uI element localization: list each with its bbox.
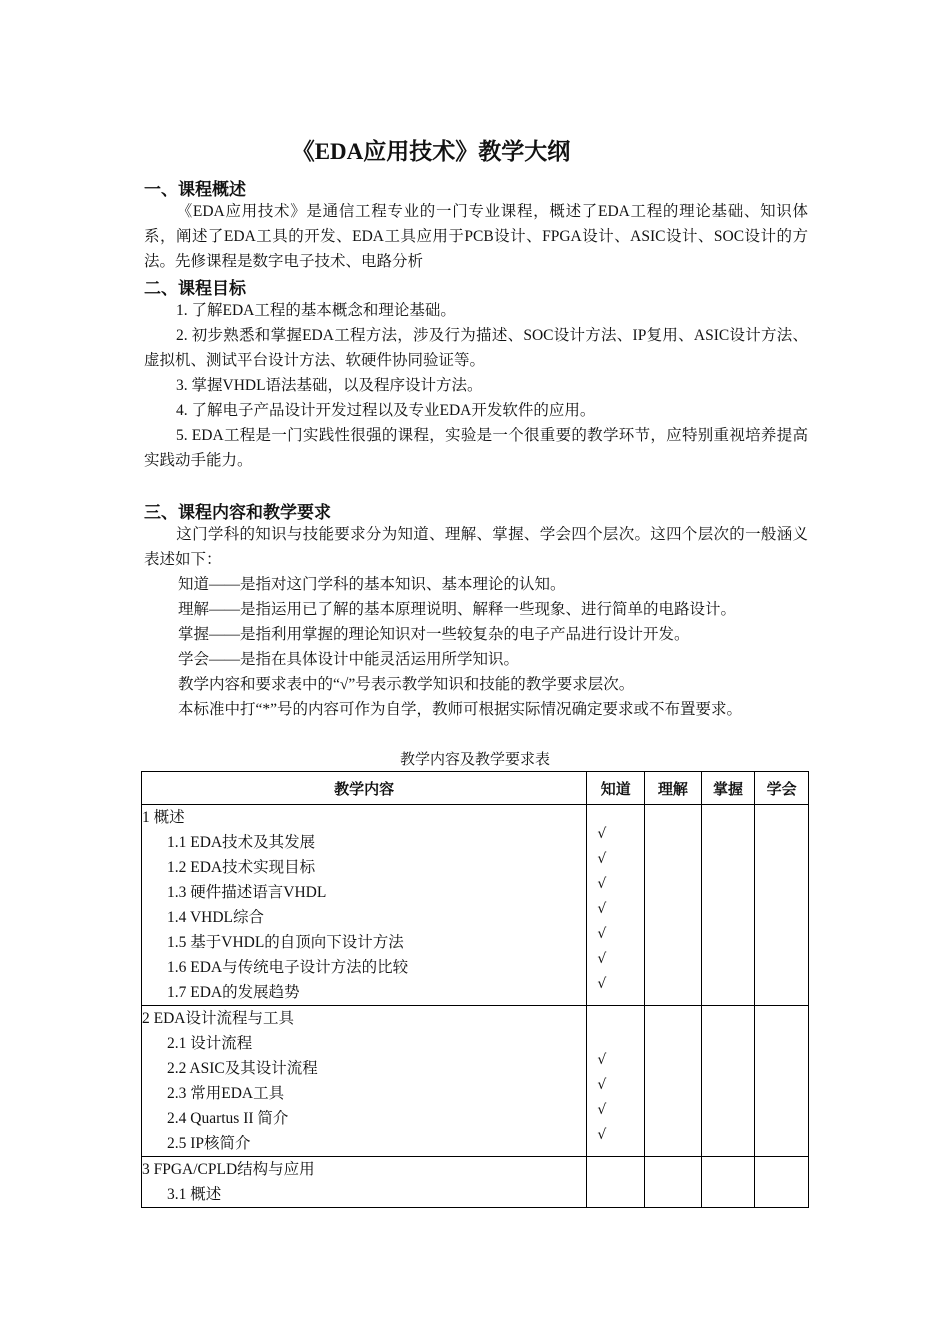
section-1-heading: 一、课程概述 xyxy=(144,180,246,200)
know-cell xyxy=(587,1157,645,1208)
header-know: 知道 xyxy=(587,772,645,805)
section-item: 2.5 IP核简介 xyxy=(167,1135,251,1152)
understand-cell xyxy=(645,1157,702,1208)
section-2-heading: 二、课程目标 xyxy=(144,279,246,299)
table-row xyxy=(142,1006,809,1157)
document-title: 《EDA应用技术》教学大纲 xyxy=(291,139,571,164)
cell-spacer xyxy=(587,805,644,822)
check-mark-note: 教学内容和要求表中的“√”号表示教学知识和技能的教学要求层次。 xyxy=(178,676,635,693)
level-master-definition: 掌握——是指利用掌握的理论知识对一些较复杂的电子产品进行设计开发。 xyxy=(178,626,690,643)
level-learn-definition: 学会——是指在具体设计中能灵活运用所学知识。 xyxy=(178,651,520,668)
table-row xyxy=(142,1157,809,1208)
section-3-intro: 这门学科的知识与技能要求分为知道、理解、掌握、学会四个层次。这四个层次的一般涵义表述如下： xyxy=(144,526,808,568)
section-item: 2.3 常用EDA工具 xyxy=(167,1085,285,1102)
section-3-heading: 三、课程内容和教学要求 xyxy=(144,503,331,523)
master-cell xyxy=(701,805,755,1006)
section-item: 2.1 设计流程 xyxy=(167,1035,253,1052)
content-cell xyxy=(142,805,587,1006)
section-item: 1.7 EDA的发展趋势 xyxy=(167,984,300,1001)
check-mark: √ xyxy=(597,951,607,967)
check-mark: √ xyxy=(597,876,607,892)
section-item: 2.4 Quartus II 简介 xyxy=(167,1110,289,1127)
understand-cell xyxy=(645,1006,702,1157)
learn-cell xyxy=(755,805,809,1006)
header-understand: 理解 xyxy=(645,772,702,805)
section-item: 1.1 EDA技术及其发展 xyxy=(167,834,316,851)
master-cell xyxy=(701,1006,755,1157)
requirements-table xyxy=(141,771,809,1208)
header-master: 掌握 xyxy=(701,772,755,805)
cell-spacer xyxy=(587,1006,644,1048)
objective-item-4: 4. 了解电子产品设计开发过程以及专业EDA开发软件的应用。 xyxy=(176,402,596,419)
table-header-row xyxy=(142,772,809,805)
check-mark: √ xyxy=(597,1052,607,1068)
master-cell xyxy=(701,1157,755,1208)
learn-cell xyxy=(755,1157,809,1208)
section-item: 1.2 EDA技术实现目标 xyxy=(167,859,316,876)
section-item: 1.5 基于VHDL的自顶向下设计方法 xyxy=(167,934,404,951)
table-row xyxy=(142,805,809,1006)
section-item: 2.2 ASIC及其设计流程 xyxy=(167,1060,318,1077)
header-learn: 学会 xyxy=(755,772,809,805)
section-item: 1.4 VHDL综合 xyxy=(167,909,265,926)
table-body xyxy=(142,805,809,1208)
self-study-note: 本标准中打“*”号的内容可作为自学，教师可根据实际情况确定要求或不布置要求。 xyxy=(178,701,743,718)
table-caption: 教学内容及教学要求表 xyxy=(399,752,550,768)
check-mark: √ xyxy=(597,1077,607,1093)
section-item: 1.6 EDA与传统电子设计方法的比较 xyxy=(167,959,409,976)
check-mark: √ xyxy=(597,1102,607,1118)
section-item: 1.3 硬件描述语言VHDL xyxy=(167,884,327,901)
chapter-title: 3 FPGA/CPLD结构与应用 xyxy=(142,1161,315,1178)
check-mark: √ xyxy=(597,926,607,942)
objective-item-1: 1. 了解EDA工程的基本概念和理论基础。 xyxy=(176,302,456,319)
section-item: 3.1 概述 xyxy=(167,1186,222,1203)
objective-item-3: 3. 掌握VHDL语法基础，以及程序设计方法。 xyxy=(176,377,483,394)
objective-item-2: 2. 初步熟悉和掌握EDA工程方法，涉及行为描述、SOC设计方法、IP复用、ASIC设计方法、虚拟机、测试平台设计方法、软硬件协同验证等。 xyxy=(144,327,808,369)
chapter-title: 2 EDA设计流程与工具 xyxy=(142,1010,294,1027)
objective-item-5: 5. EDA工程是一门实践性很强的课程，实验是一个很重要的教学环节，应特别重视培养提高实践动手能力。 xyxy=(144,427,808,469)
check-mark: √ xyxy=(597,901,607,917)
understand-cell xyxy=(645,805,702,1006)
check-mark: √ xyxy=(597,976,607,992)
chapter-title: 1 概述 xyxy=(142,809,185,826)
content-cell xyxy=(142,1157,587,1208)
check-mark: √ xyxy=(597,1127,607,1143)
level-know-definition: 知道——是指对这门学科的基本知识、基本理论的认知。 xyxy=(178,576,566,593)
section-1-body xyxy=(144,199,808,274)
level-understand-definition: 理解——是指运用已了解的基本原理说明、解释一些现象、进行简单的电路设计。 xyxy=(178,601,737,618)
check-mark: √ xyxy=(597,851,607,867)
content-cell xyxy=(142,1006,587,1157)
section-1-text: 《EDA应用技术》是通信工程专业的一门专业课程，概述了EDA工程的理论基础、知识体系，阐述了EDA工具的开发、EDA工具应用于PCB设计、FPGA设计、ASIC设计、SOC设计的方法。先修课程是数字电子技术、电路分析 xyxy=(144,203,808,270)
header-content: 教学内容 xyxy=(142,772,587,805)
know-cell xyxy=(587,805,645,1006)
learn-cell xyxy=(755,1006,809,1157)
check-mark: √ xyxy=(597,826,607,842)
know-cell xyxy=(587,1006,645,1157)
